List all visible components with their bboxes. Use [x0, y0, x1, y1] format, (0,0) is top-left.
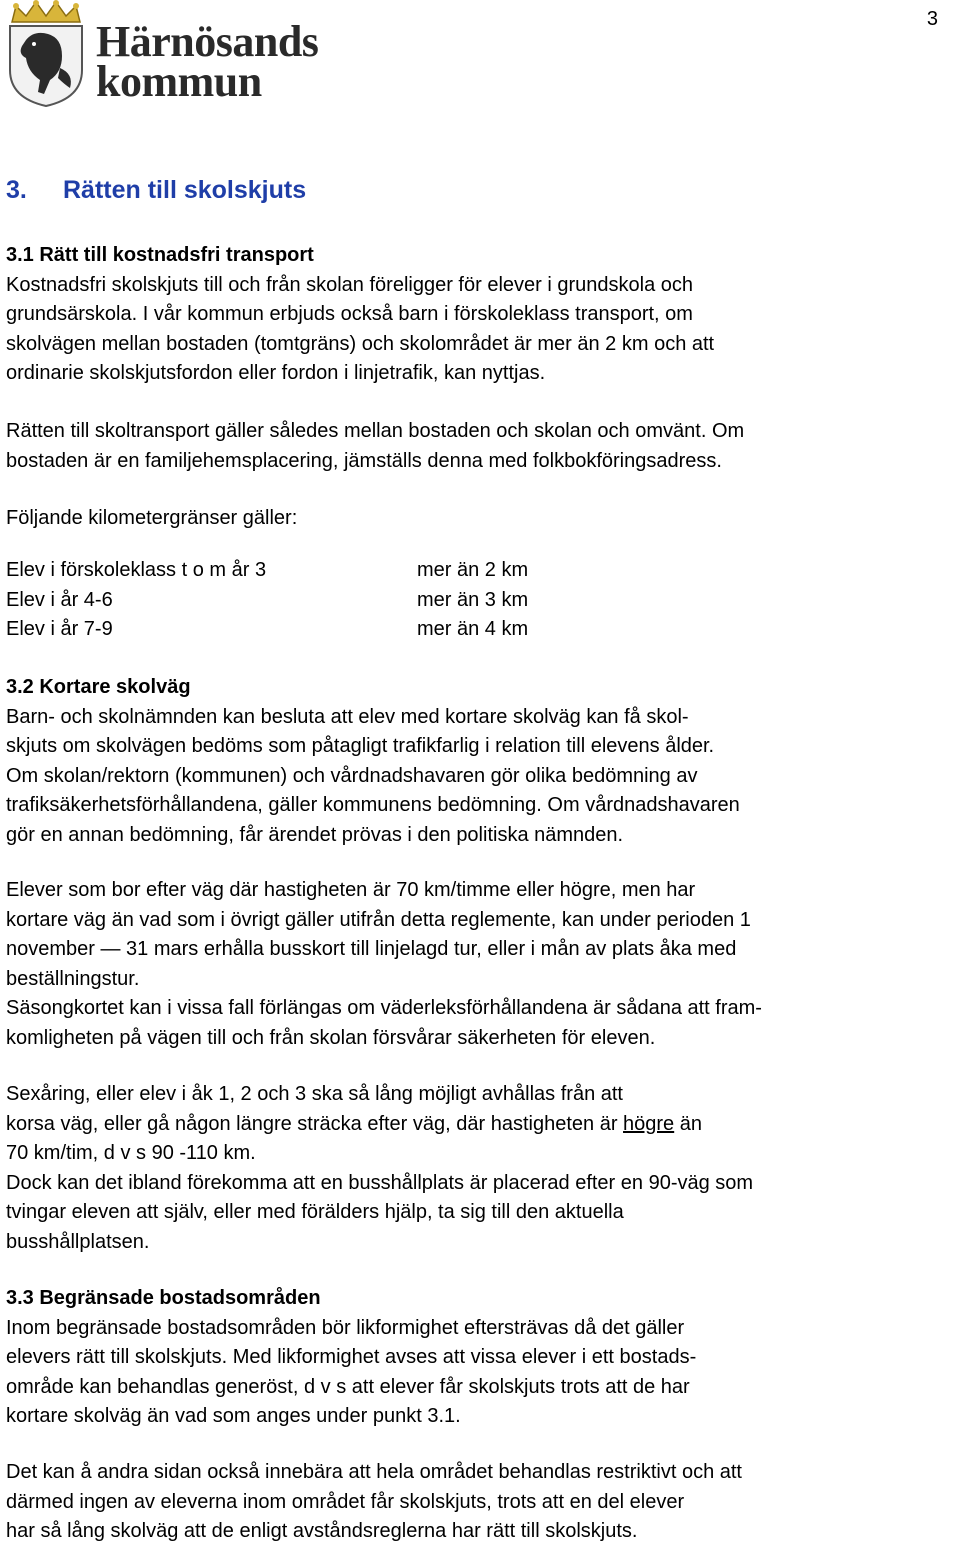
text-line: Barn- och skolnämnden kan besluta att elev med kortare skolväg kan få skol- [6, 705, 689, 728]
text-line: Dock kan det ibland förekomma att en busshållplats är placerad efter en 90-väg som [6, 1171, 754, 1194]
section-3-3 [6, 1284, 951, 1432]
text-line: elevers rätt till skolskjuts. Med likformighet avses att vissa elever i ett bostads- [6, 1346, 697, 1368]
text-line: därmed ingen av eleverna inom området får skolskjuts, trots att en del elever [6, 1490, 685, 1513]
section-heading: 3.1 Rätt till kostnadsfri transport [6, 244, 314, 266]
text-line: bostaden är en familjehemsplacering, jämställs denna med folkbokföringsadress. [6, 449, 722, 472]
text-line: Elever som bor efter väg där hastigheten är 70 km/timme eller högre, men har [6, 879, 696, 901]
chapter-heading [6, 176, 306, 206]
distance-limit: mer än 2 km [417, 559, 529, 581]
distance-limit: mer än 3 km [417, 588, 529, 611]
distance-limits-table [6, 556, 951, 645]
underlined-word: högre [623, 1112, 675, 1135]
text-line: beställningstur. [6, 967, 140, 990]
student-group: Elev i förskoleklass t o m år 3 [6, 559, 267, 581]
section-3-1 [6, 241, 951, 389]
text-line: grundsärskola. I vår kommun erbjuds också barn i förskoleklass transport, om [6, 303, 693, 325]
text-line: gör en annan bedömning, får ärendet prövas i den politiska nämnden. [6, 823, 624, 846]
paragraph [6, 1080, 951, 1257]
table-row [6, 556, 951, 586]
text-line: 70 km/tim, d v s 90 -110 km. [6, 1142, 256, 1164]
text-line: november — 31 mars erhålla busskort till linjelagd tur, eller i mån av plats åka med [6, 938, 737, 960]
logo-line-1: Härnösands [96, 17, 319, 66]
text-line: trafiksäkerhetsförhållandena, gäller kommunens bedömning. Om vårdnadshavaren [6, 794, 740, 816]
paragraph [6, 271, 951, 389]
text-line: komligheten på vägen till och från skolan försvårar säkerheten för eleven. [6, 1026, 656, 1049]
text-line: Sexåring, eller elev i åk 1, 2 och 3 ska så lång möjligt avhållas från att [6, 1083, 623, 1105]
section-heading: 3.2 Kortare skolväg [6, 676, 191, 698]
student-group: Elev i år 7-9 [6, 618, 113, 640]
text-line: Det kan å andra sidan också innebära att hela området behandlas restriktivt och att [6, 1461, 742, 1483]
paragraph [6, 417, 951, 476]
text-line: område kan behandlas generöst, d v s att elever får skolskjuts trots att de har [6, 1375, 690, 1398]
logo-line-2: kommun [96, 57, 262, 106]
chapter-title: Rätten till skolskjuts [63, 176, 307, 204]
text-line: skjuts om skolvägen bedöms som påtagligt trafikfarlig i relation till elevens ålder. [6, 735, 715, 757]
text-line: Följande kilometergränser gäller: [6, 507, 298, 529]
text-line: kortare väg än vad som i övrigt gäller utifrån detta reglemente, kan under perioden 1 [6, 908, 751, 931]
table-row [6, 615, 951, 645]
page-number: 3 [926, 8, 938, 30]
text-line: ordinarie skolskjutsfordon eller fordon i linjetrafik, kan nyttjas. [6, 362, 546, 384]
coat-of-arms-icon [4, 0, 88, 108]
paragraph [6, 1458, 951, 1547]
paragraph [6, 504, 951, 534]
table-row [6, 586, 951, 616]
text-line [6, 1110, 951, 1140]
section-heading: 3.3 Begränsade bostadsområden [6, 1287, 321, 1309]
text-segment: än [674, 1112, 702, 1135]
student-group: Elev i år 4-6 [6, 588, 113, 611]
text-line: kortare skolväg än vad som anges under punkt 3.1. [6, 1405, 461, 1427]
municipality-logo [4, 0, 324, 110]
text-line: Rätten till skoltransport gäller således mellan bostaden och skolan och omvänt. Om [6, 420, 745, 442]
chapter-number: 3. [6, 176, 27, 204]
text-line: busshållplatsen. [6, 1230, 150, 1253]
text-line: Säsongkortet kan i vissa fall förlängas om väderleksförhållandena är sådana att fram- [6, 997, 762, 1019]
text-line: tvingar eleven att själv, eller med förälders hjälp, ta sig till den aktuella [6, 1201, 624, 1223]
text-line: har så lång skolväg att de enligt avståndsreglerna har rätt till skolskjuts. [6, 1520, 638, 1542]
text-line: Inom begränsade bostadsområden bör likformighet eftersträvas då det gäller [6, 1316, 685, 1339]
text-segment: korsa väg, eller gå någon längre sträcka efter väg, där hastigheten är [6, 1112, 624, 1135]
text-line: skolvägen mellan bostaden (tomtgräns) och skolområdet är mer än 2 km och att [6, 332, 715, 355]
distance-limit: mer än 4 km [417, 618, 529, 640]
text-line: Om skolan/rektorn (kommunen) och vårdnadshavaren gör olika bedömning av [6, 764, 698, 787]
paragraph [6, 876, 951, 1053]
logo-wordmark [96, 17, 319, 106]
section-3-2 [6, 673, 951, 850]
text-line: Kostnadsfri skolskjuts till och från skolan föreligger för elever i grundskola och [6, 273, 693, 296]
